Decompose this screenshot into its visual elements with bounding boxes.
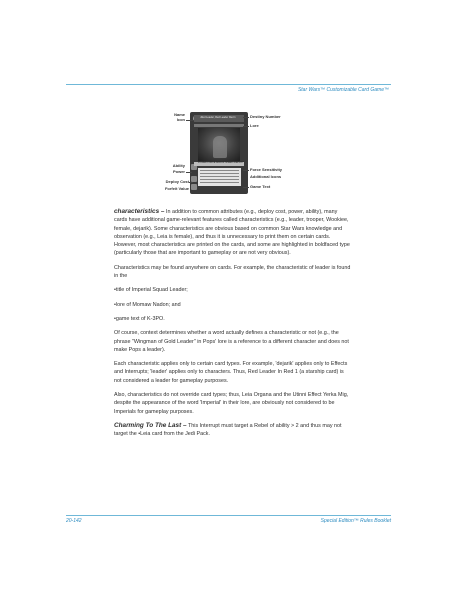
pilot-silhouette	[213, 136, 227, 158]
page-number: 20-142	[66, 518, 82, 524]
label-deploy-cost: Deploy Cost	[165, 179, 189, 184]
label-force-sensitivity: Force Sensitivity	[250, 167, 283, 172]
label-name: Name	[174, 112, 185, 117]
forfeit-tab	[191, 184, 197, 190]
card-anatomy-figure	[163, 112, 308, 194]
label-icon: Icon	[176, 117, 185, 122]
paragraph-charming	[114, 422, 352, 439]
bullet-item: •lore of Momaw Nadon; and	[114, 301, 181, 308]
footer-rule	[66, 515, 391, 516]
leader-line	[243, 170, 249, 171]
label-destiny-number: Destiny Number	[250, 114, 281, 119]
term-characteristics: characteristics –	[114, 208, 165, 215]
label-game-text: Game Text	[250, 184, 271, 189]
paragraph-text: In addition to common attributes (e.g., deploy cost, power, ability), many cards have additional game-relevant features called characteristics (e.g., leader, trooper, Wookiee, female, dejarik). Some characteristics are obvious based on common Star Wars knowledge and observation (e.g., Leia is female), and thus it is unnecessary to print them on certain cards. However, most characteristics are printed on the cards, and some are highlighted in boldfaced type (particularly those that are important to gameplay or are not very obvious).	[114, 209, 350, 257]
term-charming-to-the-last: Charming To The Last –	[114, 421, 187, 429]
paragraph-characteristics	[114, 208, 352, 258]
example-card-image	[190, 112, 248, 194]
leader-line	[186, 172, 192, 173]
leader-line	[243, 117, 249, 118]
card-statbar	[194, 162, 244, 166]
leader-line	[189, 182, 193, 183]
leader-line	[186, 120, 194, 121]
label-additional-icons: Additional Icons	[250, 174, 282, 179]
leader-line	[243, 126, 249, 127]
card-stats-text: POWER FORCE ARMOR SPEED •DEPLOY	[198, 162, 244, 164]
card-titlebar	[194, 115, 244, 122]
bullet-item: •title of Imperial Squad Leader;	[114, 287, 188, 294]
paragraph: Of course, context determines whether a word actually defines a characteristic or not (e.g., the phrase "Wingman of Gold Leader" in Pops' lore is a reference to a different character and does not make Pops a leader).	[114, 330, 349, 353]
header-rule	[66, 84, 391, 85]
label-power: Power	[172, 169, 185, 174]
paragraph: Also, characteristics do not override card types; thus, Leia Organa and the Utinni Effect Yerka Mig, despite the appearance of the word 'Imperial' in their lore, are obviously not considered to be Imperials for gameplay purposes.	[114, 392, 349, 415]
card-gametext-box	[198, 168, 241, 186]
leader-line	[243, 187, 249, 188]
running-footer: Special Edition™ Rules Booklet	[320, 518, 391, 524]
paragraph: Each characteristic applies only to certain card types. For example, 'dejarik' applies only to Effects and Interrupts; 'leader' applies only to characters. Thus, Red Leader In Red 1 (a starship card) is not considered a leader for gameplay purposes.	[114, 361, 348, 384]
label-forfeit-value: Forfeit Value	[164, 186, 189, 191]
bullet-item: •game text of K-3PO.	[114, 315, 165, 322]
card-lore-strip	[194, 124, 244, 127]
card-artwork	[198, 128, 240, 161]
paragraph: Characteristics may be found anywhere on cards. For example, the characteristic of leader is found in the	[114, 264, 351, 280]
paragraph-text: This Interrupt must target a Rebel of ability > 2 and thus may not target the •Leia card from the Jedi Pack.	[114, 422, 342, 438]
label-ability: Ability	[172, 163, 185, 168]
label-lore: Lore	[250, 123, 259, 128]
card-title: •Red Leader, Red Leader Red 1	[200, 116, 236, 119]
running-header: Star Wars™ Customizable Card Game™	[297, 87, 389, 93]
rules-body	[114, 208, 352, 445]
